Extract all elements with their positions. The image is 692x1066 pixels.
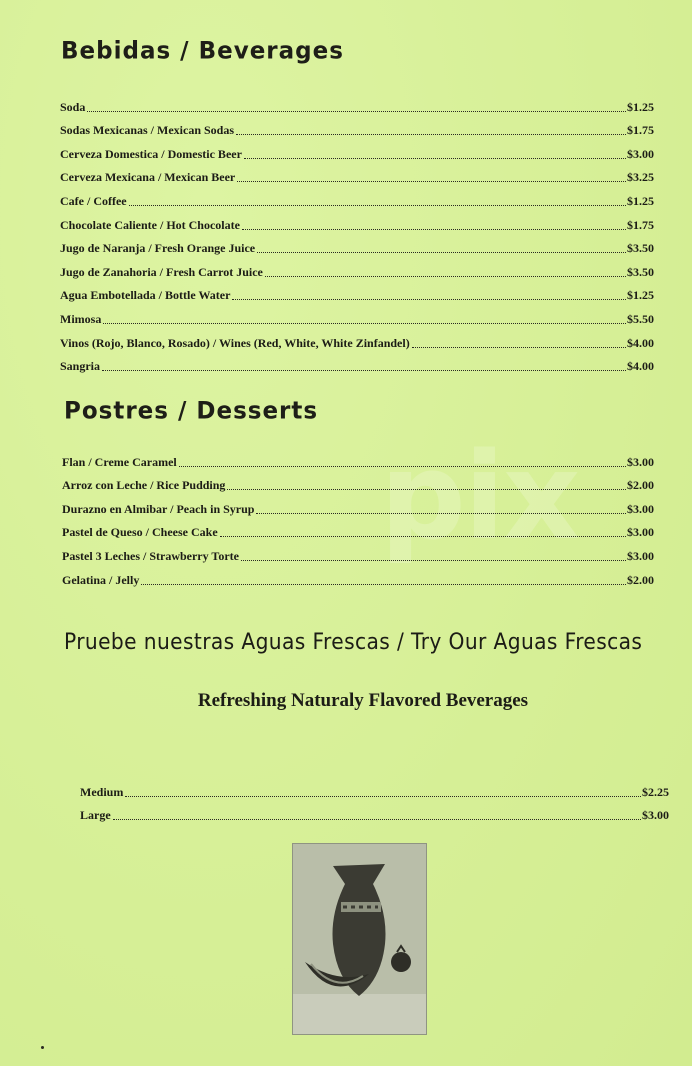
menu-item-name: Large <box>80 808 111 823</box>
menu-item-name: Cerveza Mexicana / Mexican Beer <box>60 170 236 185</box>
dot-leader <box>179 466 626 467</box>
dot-leader <box>256 513 626 514</box>
menu-item-name: Gelatina / Jelly <box>62 572 140 587</box>
menu-item <box>62 564 654 588</box>
menu-item-name: Cerveza Domestica / Domestic Beer <box>60 146 242 161</box>
menu-item-name: Pastel de Queso / Cheese Cake <box>62 525 218 540</box>
aguas-frescas-sizes-list <box>80 776 669 823</box>
menu-item-name: Mimosa <box>60 311 102 326</box>
dot-leader <box>141 584 626 585</box>
menu-item-price: $2.25 <box>642 784 669 799</box>
menu-item-name: Jugo de Naranja / Fresh Orange Juice <box>60 241 256 256</box>
vase-with-watermelon-icon <box>292 843 427 1035</box>
menu-item-name: Chocolate Caliente / Hot Chocolate <box>60 217 240 232</box>
menu-item-name: Agua Embotellada / Bottle Water <box>60 288 231 303</box>
dot-leader <box>242 229 626 230</box>
dot-leader <box>102 370 626 371</box>
menu-item-name: Jugo de Zanahoria / Fresh Carrot Juice <box>60 264 263 279</box>
beverages-list <box>60 91 654 374</box>
menu-item-name: Arroz con Leche / Rice Pudding <box>62 478 226 493</box>
menu-item-price: $4.00 <box>627 359 654 374</box>
menu-item-name: Vinos (Rojo, Blanco, Rosado) / Wines (Red, White, White Zinfandel) <box>60 335 410 350</box>
aguas-frescas-subtitle: Refreshing Naturaly Flavored Beverages <box>197 690 529 711</box>
menu-item <box>60 115 654 139</box>
dot-leader <box>232 299 626 300</box>
menu-item-price: $1.25 <box>627 99 654 114</box>
dot-leader <box>113 819 641 820</box>
menu-item <box>60 209 654 233</box>
desserts-list <box>62 446 654 588</box>
menu-item <box>60 256 654 280</box>
menu-item-price: $2.00 <box>627 478 654 493</box>
menu-item-price: $3.00 <box>627 454 654 469</box>
menu-item-price: $3.00 <box>642 808 669 823</box>
menu-item <box>60 138 654 162</box>
menu-item <box>60 280 654 304</box>
dot-leader <box>220 536 626 537</box>
menu-item-name: Sangria <box>60 359 101 374</box>
aguas-frescas-promo: Pruebe nuestras Aguas Frescas / Try Our Aguas Frescas <box>64 630 643 655</box>
menu-item <box>60 327 654 351</box>
menu-item <box>60 162 654 186</box>
menu-item-price: $1.25 <box>627 193 654 208</box>
beverages-title: Bebidas / Beverages <box>61 37 344 65</box>
dot-leader <box>236 134 626 135</box>
dot-leader <box>237 181 626 182</box>
dot-leader <box>125 796 641 797</box>
menu-item-price: $1.75 <box>627 217 654 232</box>
dot-leader <box>412 347 626 348</box>
dot-leader <box>87 111 626 112</box>
menu-item-name: Cafe / Coffee <box>60 193 127 208</box>
menu-item-price: $1.75 <box>627 123 654 138</box>
dot-leader <box>265 276 626 277</box>
menu-item-price: $3.00 <box>627 146 654 161</box>
menu-item-name: Sodas Mexicanas / Mexican Sodas <box>60 123 235 138</box>
dot-leader <box>227 489 626 490</box>
menu-item <box>62 446 654 470</box>
menu-item <box>60 303 654 327</box>
menu-item-price: $3.00 <box>627 548 654 563</box>
menu-item <box>80 800 669 824</box>
dot-leader <box>103 323 626 324</box>
menu-item-name: Flan / Creme Caramel <box>62 454 177 469</box>
menu-item <box>62 540 654 564</box>
menu-item-name: Pastel 3 Leches / Strawberry Torte <box>62 548 239 563</box>
watermark: pix <box>380 428 579 567</box>
menu-item-price: $1.25 <box>627 288 654 303</box>
menu-item-price: $3.50 <box>627 241 654 256</box>
menu-item-name: Durazno en Almibar / Peach in Syrup <box>62 501 255 516</box>
menu-item-price: $4.00 <box>627 335 654 350</box>
menu-item <box>60 91 654 115</box>
menu-item <box>60 233 654 257</box>
dot-leader <box>244 158 626 159</box>
menu-item-price: $3.00 <box>627 525 654 540</box>
speck <box>41 1046 44 1049</box>
menu-item <box>60 351 654 375</box>
menu-item-price: $2.00 <box>627 572 654 587</box>
menu-item <box>62 517 654 541</box>
menu-item <box>60 185 654 209</box>
menu-item-price: $3.50 <box>627 264 654 279</box>
dot-leader <box>257 252 626 253</box>
dot-leader <box>129 205 626 206</box>
menu-item-price: $3.25 <box>627 170 654 185</box>
menu-item-name: Medium <box>80 784 124 799</box>
desserts-title: Postres / Desserts <box>64 397 319 425</box>
menu-item <box>80 776 669 800</box>
menu-item-name: Soda <box>60 99 86 114</box>
menu-item-price: $5.50 <box>627 311 654 326</box>
menu-item <box>62 493 654 517</box>
menu-item-price: $3.00 <box>627 501 654 516</box>
dot-leader <box>241 560 626 561</box>
menu-item <box>62 470 654 494</box>
